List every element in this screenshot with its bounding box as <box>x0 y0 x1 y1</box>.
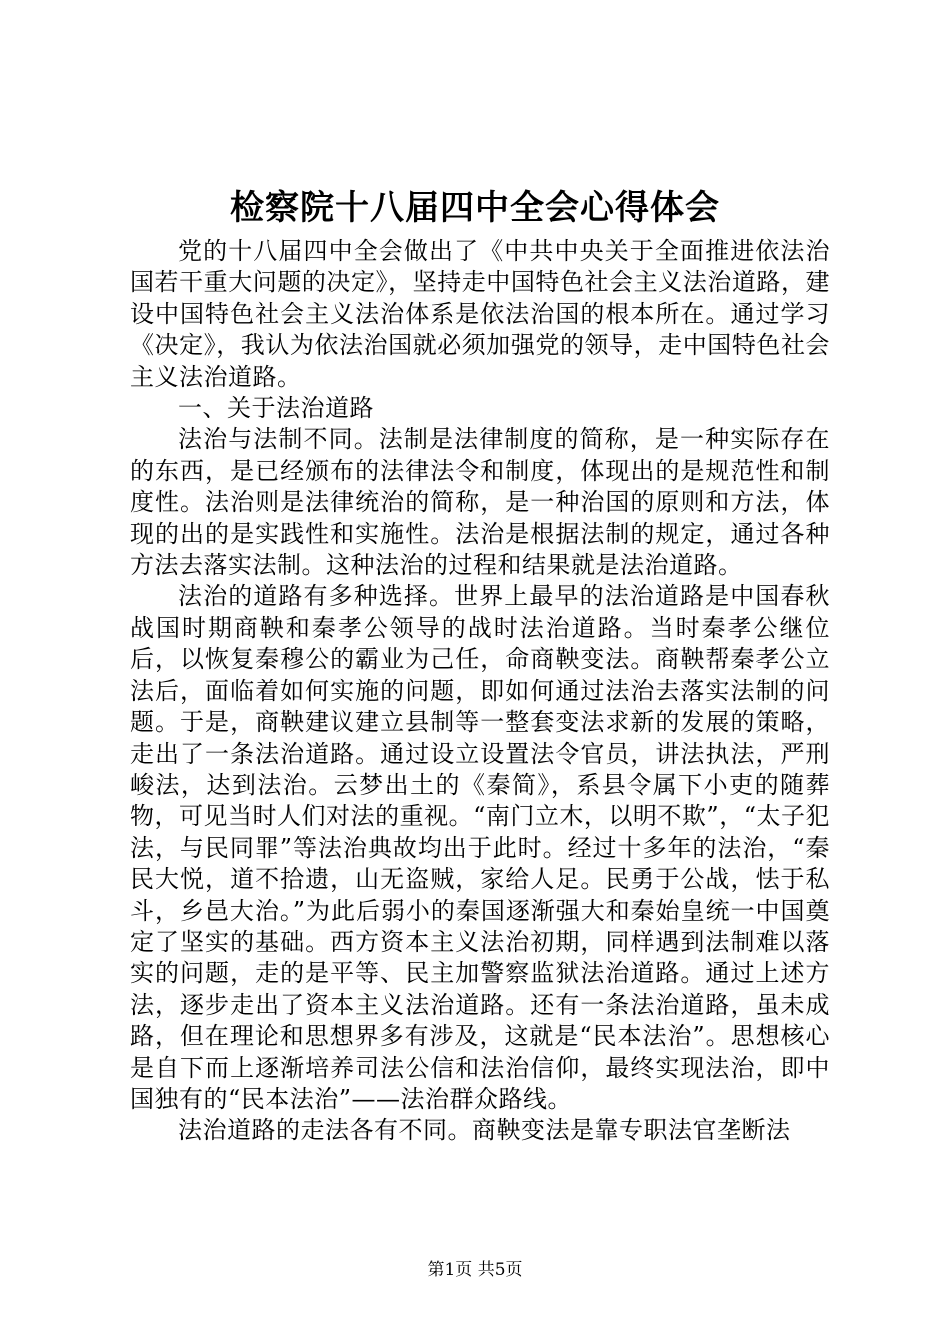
paragraph-rule-of-law-paths: 法治的道路有多种选择。世界上最早的法治道路是中国春秋战国时期商鞅和秦孝公领导的战时法治道路。当时秦孝公继位后，以恢复秦穆公的霸业为己任，命商鞅变法。商鞅帮秦孝公立法后，面临着如何实施的问题，即如何通过法治去落实法制的问题。于是，商鞅建议建立县制等一整套变法求新的发展的策略，走出了一条法治道路。通过设立设置法令官员，讲法执法，严刑峻法，达到法治。云梦出土的《秦简》，系县令属下小吏的随葬物，可见当时人们对法的重视。“南门立木，以明不欺”，“太子犯法，与民同罪”等法治典故均出于此时。经过十多年的法治，“秦民大悦，道不拾遗，山无盗贼，家给人足。民勇于公战，怯于私斗，乡邑大治。”为此后弱小的秦国逐渐强大和秦始皇统一中国奠定了坚实的基础。西方资本主义法治初期，同样遇到法制难以落实的问题，走的是平等、民主加警察监狱法治道路。通过上述方法，逐步走出了资本主义法治道路。还有一条法治道路，虽未成路，但在理论和思想界多有涉及，这就是“民本法治”。思想核心是自下而上逐渐培养司法公信和法治信仰，最终实现法治，即中国独有的“民本法治”——法治群众路线。 <box>130 582 830 1113</box>
paragraph-intro: 党的十八届四中全会做出了《中共中央关于全面推进依法治国若干重大问题的决定》，坚持走中国特色社会主义法治道路，建设中国特色社会主义法治体系是依法治国的根本所在。通过学习《决定》，我认为依法治国就必须加强党的领导，走中国特色社会主义法治道路。 <box>130 237 830 391</box>
document-body <box>130 236 830 1147</box>
page-footer: 第1页 共5页 <box>427 1260 523 1280</box>
section-heading: 一、关于法治道路 <box>178 394 374 423</box>
paragraph-paths-differ: 法治道路的走法各有不同。商鞅变法是靠专职法官垄断法 <box>178 1116 791 1145</box>
paragraph-rule-of-law-vs-legal-system: 法治与法制不同。法制是法律制度的简称，是一种实际存在的东西，是已经颁布的法律法令和制度，体现出的是规范性和制度性。法治则是法律统治的简称，是一种治国的原则和方法，体现的出的是实践性和实施性。法治是根据法制的规定，通过各种方法去落实法制。这种法治的过程和结果就是法治道路。 <box>130 425 830 580</box>
document-title: 检察院十八届四中全会心得体会 <box>230 188 720 228</box>
